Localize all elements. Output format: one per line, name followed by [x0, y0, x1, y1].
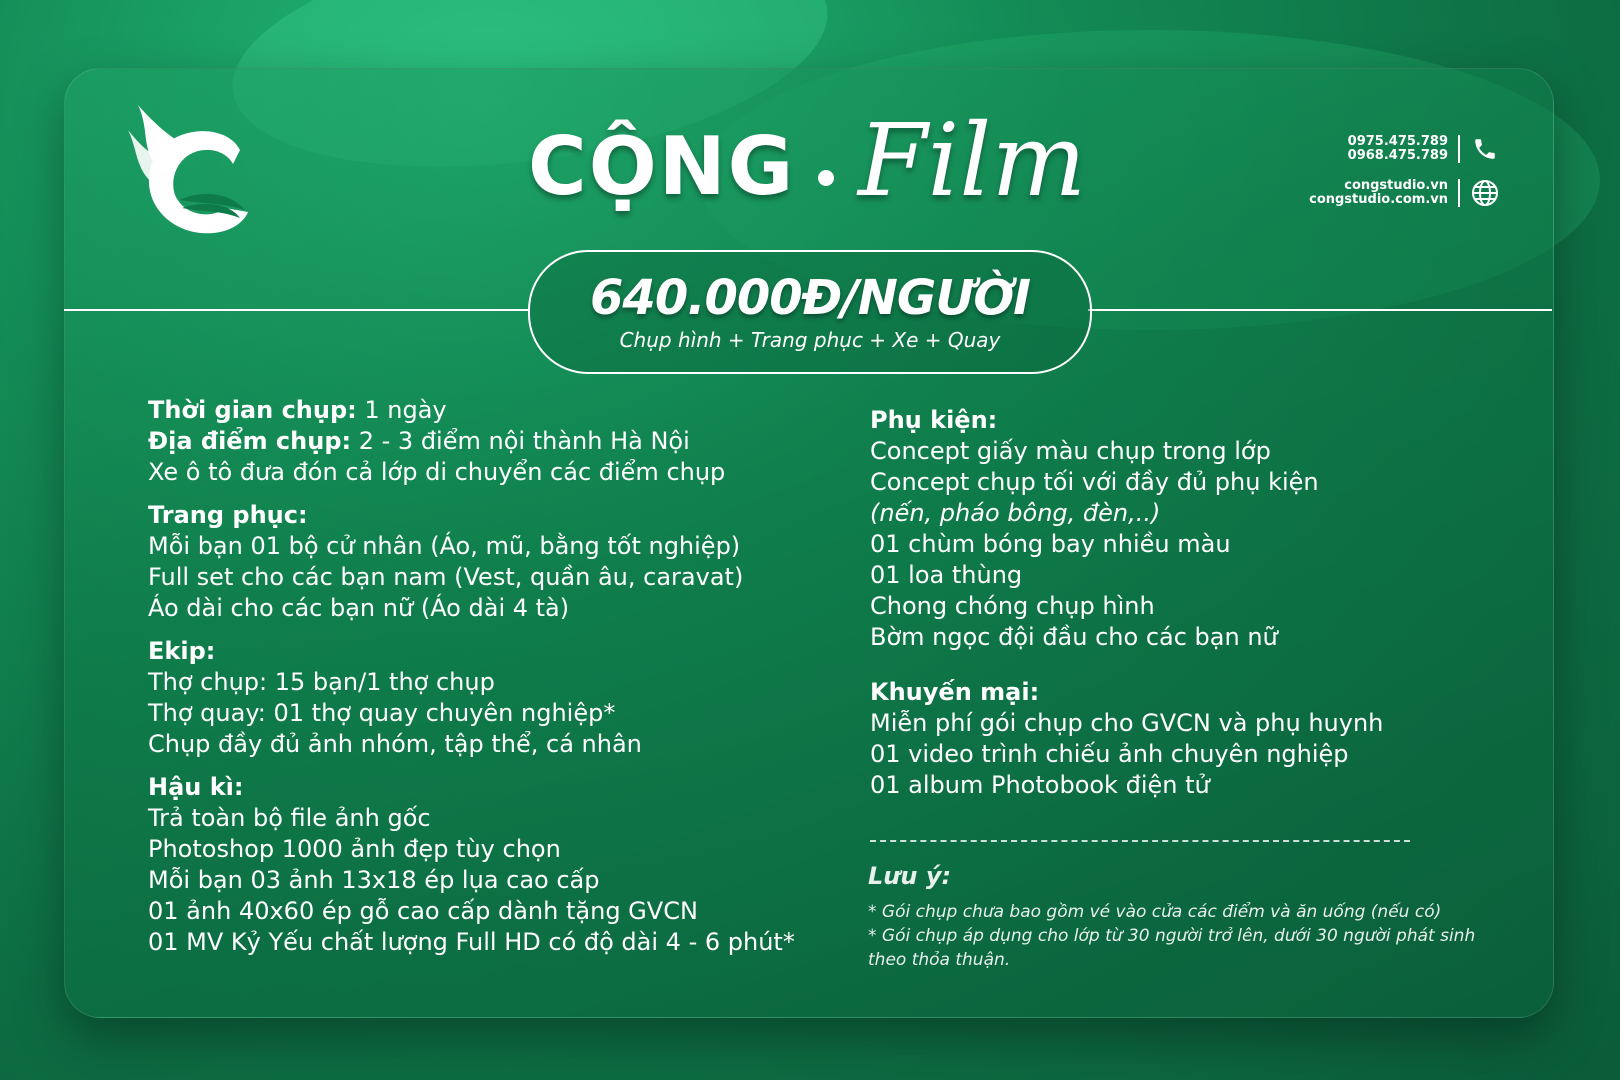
section-crew	[148, 636, 828, 760]
section-heading: Địa điểm chụp:	[148, 427, 352, 455]
list-item: Thợ quay: 01 thợ quay chuyên nghiệp*	[148, 699, 616, 727]
section-shoot-time	[148, 395, 828, 426]
section-costume	[148, 500, 828, 624]
section-heading: Hậu kì:	[148, 773, 244, 801]
list-item: 01 chùm bóng bay nhiều màu	[870, 530, 1231, 558]
list-item: 01 ảnh 40x60 ép gỗ cao cấp dành tặng GVCN	[148, 897, 698, 925]
website-row	[1240, 178, 1500, 208]
list-item: Full set cho các bạn nam (Vest, quần âu, caravat)	[148, 563, 744, 591]
list-item: Chụp đầy đủ ảnh nhóm, tập thể, cá nhân	[148, 730, 642, 758]
divider-line	[64, 309, 528, 311]
section-heading: Thời gian chụp:	[148, 396, 357, 424]
section-promotion	[870, 677, 1530, 801]
phone-numbers	[1348, 135, 1460, 163]
note-line: theo thỏa thuận.	[868, 950, 1011, 970]
list-item: Trả toàn bộ file ảnh gốc	[148, 804, 431, 832]
cong-logo-icon	[120, 100, 260, 250]
brand-word: CỘNG	[528, 120, 796, 213]
note-line: * Gói chụp áp dụng cho lớp từ 30 người trở lên, dưới 30 người phát sinh	[868, 926, 1476, 946]
phone-number[interactable]: 0968.475.789	[1347, 148, 1448, 163]
website-link[interactable]: congstudio.vn	[1344, 178, 1448, 193]
list-item: Photoshop 1000 ảnh đẹp tùy chọn	[148, 835, 561, 863]
brand-script: Film	[858, 102, 1087, 219]
list-item: (nến, pháo bông, đèn,..)	[870, 499, 1161, 527]
price-value: 640.000Đ/NGƯỜI	[590, 270, 1030, 326]
list-item: Chong chóng chụp hình	[870, 592, 1155, 620]
section-heading: Trang phục:	[148, 501, 308, 529]
price-badge	[528, 250, 1092, 374]
section-value: 2 - 3 điểm nội thành Hà Nội	[351, 427, 690, 455]
section-location	[148, 426, 828, 488]
list-item: Xe ô tô đưa đón cả lớp di chuyển các điểm chụp	[148, 458, 726, 486]
list-item: 01 MV Kỷ Yếu chất lượng Full HD có độ dài 4 - 6 phút*	[148, 928, 795, 956]
list-item: Áo dài cho các bạn nữ (Áo dài 4 tà)	[148, 594, 570, 622]
list-item: Bờm ngọc đội đầu cho các bạn nữ	[870, 623, 1278, 651]
section-heading: Ekip:	[148, 637, 216, 665]
list-item: Mỗi bạn 03 ảnh 13x18 ép lụa cao cấp	[148, 866, 600, 894]
list-item: 01 video trình chiếu ảnh chuyên nghiệp	[870, 740, 1349, 768]
section-heading: Khuyến mại:	[870, 678, 1040, 706]
website-links	[1309, 179, 1460, 207]
list-item: Concept chụp tối với đầy đủ phụ kiện	[870, 468, 1319, 496]
section-post-production	[148, 772, 828, 958]
section-value: 1 ngày	[356, 396, 447, 424]
phone-number[interactable]: 0975.475.789	[1347, 134, 1448, 149]
list-item: Thợ chụp: 15 bạn/1 thợ chụp	[148, 668, 495, 696]
contact-block	[1240, 134, 1500, 222]
list-item: Concept giấy màu chụp trong lớp	[870, 437, 1271, 465]
note-block	[868, 862, 1488, 972]
brand-title	[528, 102, 1108, 230]
note-heading: Lưu ý:	[868, 862, 952, 890]
brand-separator-dot	[818, 170, 834, 186]
phone-icon	[1470, 134, 1500, 164]
note-line: * Gói chụp chưa bao gồm vé vào cửa các điểm và ăn uống (nếu có)	[868, 902, 1442, 922]
list-item: 01 album Photobook điện tử	[870, 771, 1210, 799]
left-column	[148, 395, 828, 970]
divider-line	[1088, 309, 1552, 311]
dashed-divider	[870, 840, 1410, 842]
list-item: 01 loa thùng	[870, 561, 1023, 589]
phone-row	[1240, 134, 1500, 164]
globe-icon	[1470, 178, 1500, 208]
price-includes: Chụp hình + Trang phục + Xe + Quay	[619, 328, 1001, 352]
right-column	[870, 405, 1530, 813]
section-accessories	[870, 405, 1530, 653]
list-item: Miễn phí gói chụp cho GVCN và phụ huynh	[870, 709, 1384, 737]
section-heading: Phụ kiện:	[870, 406, 998, 434]
list-item: Mỗi bạn 01 bộ cử nhân (Áo, mũ, bằng tốt nghiệp)	[148, 532, 741, 560]
website-link[interactable]: congstudio.com.vn	[1309, 192, 1448, 207]
